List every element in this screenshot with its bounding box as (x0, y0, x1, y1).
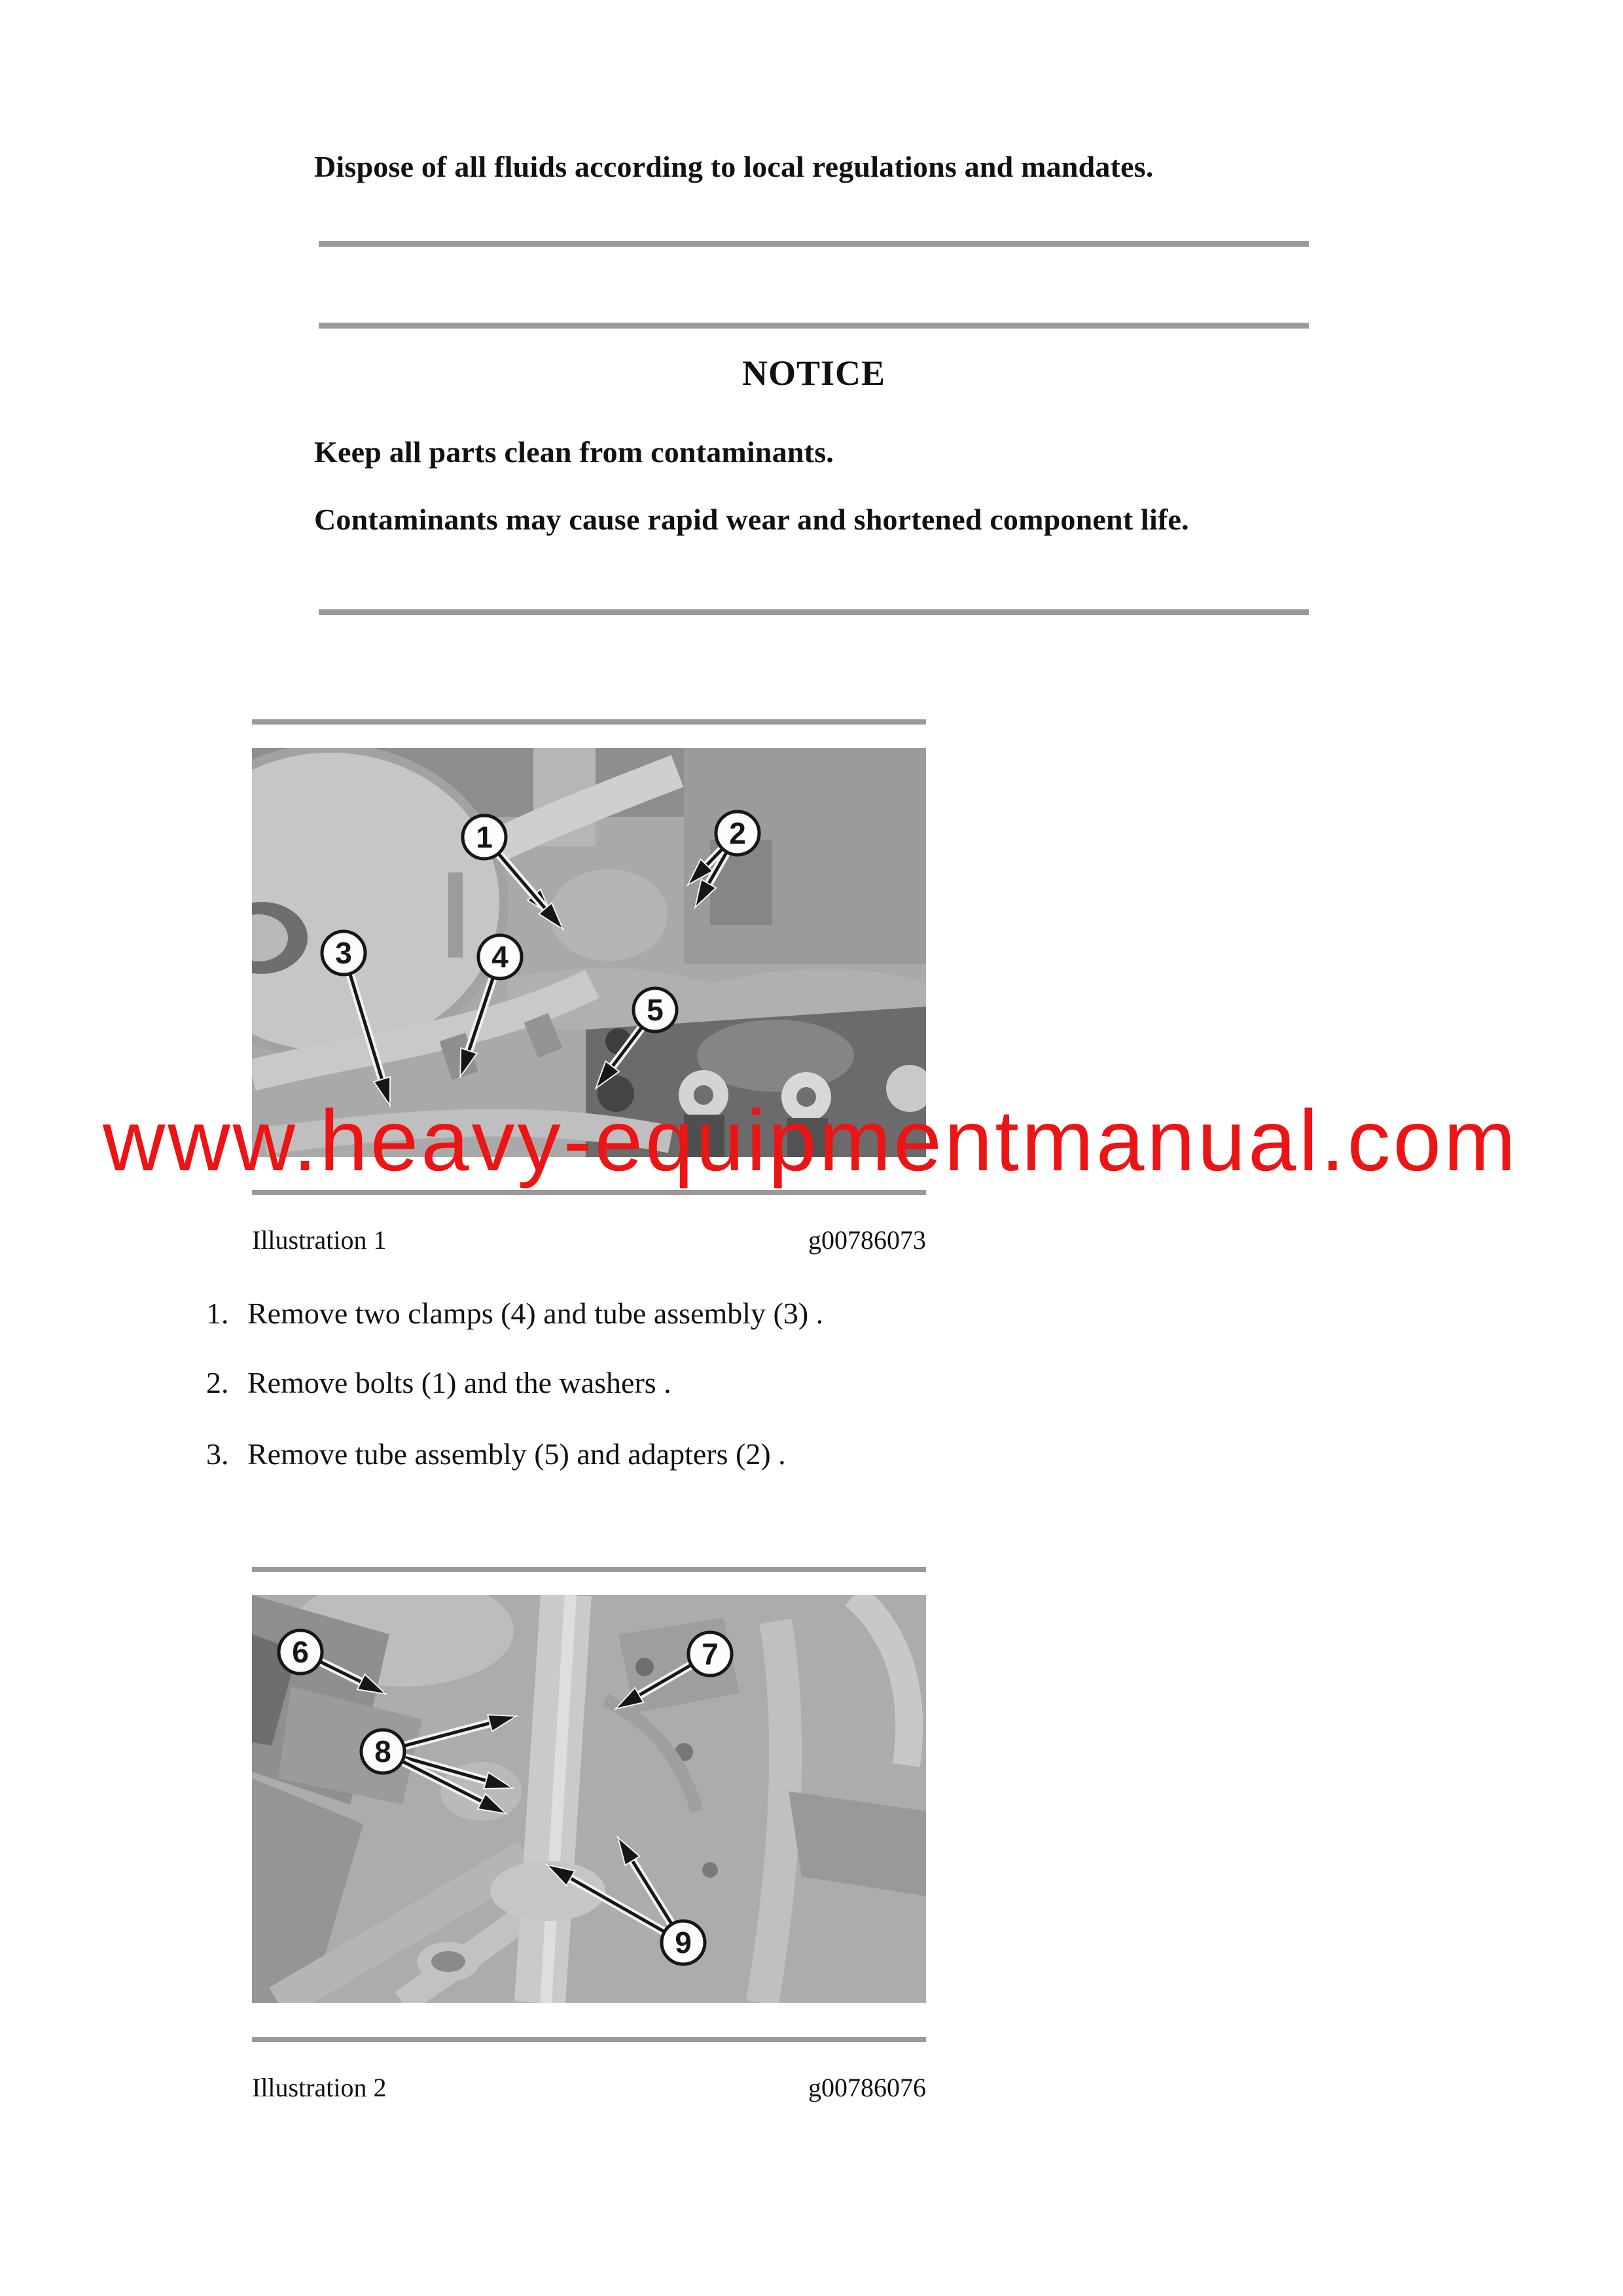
figure-1-caption: Illustration 1 (252, 1225, 387, 1255)
engine-photo-artwork (252, 1595, 926, 2003)
step-number: 1. (206, 1297, 229, 1330)
callout-number-1: 1 (476, 820, 493, 854)
notice-line-2: Contaminants may cause rapid wear and shortened component life. (314, 503, 1189, 536)
disposal-note: Dispose of all fluids according to local regulations and mandates. (314, 150, 1154, 183)
figure-1-bottom-rule (252, 1190, 926, 1195)
callout-number-5: 5 (647, 993, 664, 1027)
figure-2-top-rule (252, 1567, 926, 1572)
figure-2-photo (252, 1595, 926, 2003)
step-text: Remove bolts (1) and the washers . (247, 1366, 671, 1399)
figure-2-illustration (252, 1595, 926, 2003)
step-item-3 (206, 1435, 1319, 1473)
step-text: Remove two clamps (4) and tube assembly (3) . (247, 1297, 824, 1330)
callout-number-8: 8 (374, 1734, 391, 1768)
figure-1-caption-row (252, 1225, 926, 1256)
step-item-2 (206, 1364, 1319, 1402)
notice-line-1: Keep all parts clean from contaminants. (314, 435, 834, 469)
figure-2-caption-row (252, 2072, 926, 2104)
callout-number-6: 6 (292, 1635, 309, 1669)
notice-title: NOTICE (741, 353, 886, 393)
watermark: www.heavy-equipmentmanual.com (103, 1092, 1518, 1189)
step-number: 2. (206, 1366, 229, 1399)
figure-2-caption: Illustration 2 (252, 2073, 387, 2102)
callout-number-3: 3 (335, 936, 352, 970)
callout-number-9: 9 (675, 1926, 692, 1960)
callout-number-2: 2 (729, 816, 746, 850)
divider-rule (319, 609, 1309, 615)
divider-rule (319, 241, 1309, 247)
figure-1-top-rule (252, 719, 926, 725)
divider-rule (319, 323, 1309, 329)
callout-number-7: 7 (702, 1637, 719, 1671)
step-number: 3. (206, 1437, 229, 1471)
callout-number-4: 4 (491, 940, 508, 974)
figure-2-code: g00786076 (808, 2073, 926, 2102)
figure-1-code: g00786073 (808, 1225, 926, 1255)
step-item-1 (206, 1295, 1319, 1333)
figure-2-bottom-rule (252, 2037, 926, 2042)
step-text: Remove tube assembly (5) and adapters (2) . (247, 1437, 786, 1471)
